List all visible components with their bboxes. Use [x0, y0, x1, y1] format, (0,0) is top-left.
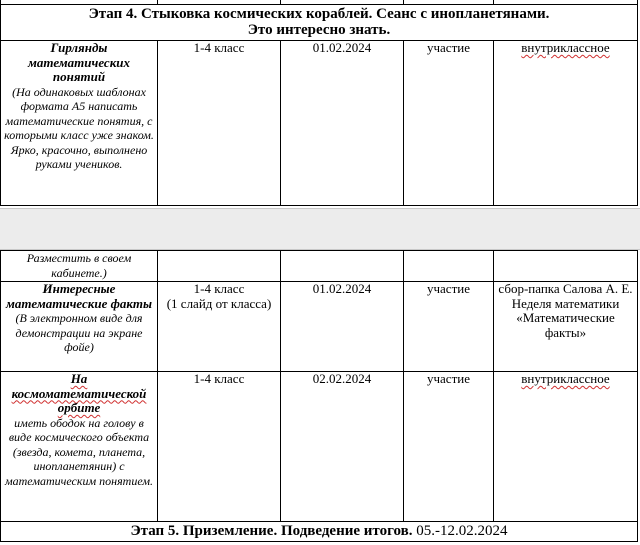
event-cell — [1, 251, 158, 282]
grade-cell — [158, 282, 281, 372]
event-cell — [1, 41, 158, 206]
grade-text: 1-4 класс — [193, 281, 245, 296]
table-row-continued — [1, 251, 638, 282]
table-row — [1, 282, 638, 372]
page-fragment-top — [0, 0, 640, 208]
stage-4-subtitle: Это интересно знать. — [247, 22, 391, 38]
event-title: На космоматематической орбите — [11, 371, 147, 415]
form-cell: участие — [404, 41, 494, 206]
stage-5-row — [1, 522, 638, 542]
page-fragment-bottom — [0, 250, 640, 545]
event-cell — [1, 282, 158, 372]
page-break — [0, 208, 640, 250]
event-note: (В электронном виде для демонстрации на экране фойе) — [15, 311, 143, 354]
event-note: (На одинаковых шаблонах формата А5 написать математические понятия, с которыми класс уже знаком. Ярко, красочно, выполнено руками учеников. — [4, 84, 154, 171]
date-cell: 01.02.2024 — [281, 41, 404, 206]
stage-5-title: Этап 5. Приземление. Подведение итогов. — [130, 523, 413, 539]
stage-4-title: Этап 4. Стыковка космических кораблей. Сеанс с инопланетянами. — [88, 6, 550, 22]
result-cell — [494, 372, 638, 522]
result-cell — [494, 41, 638, 206]
date-cell: 02.02.2024 — [281, 372, 404, 522]
form-cell: участие — [404, 282, 494, 372]
date-cell: 01.02.2024 — [281, 282, 404, 372]
event-note: иметь ободок на голову в виде космического объекта (звезда, комета, планета, инопланетянин) с математическим понятием. — [4, 415, 154, 488]
grade-extra: (1 слайд от класса) — [166, 295, 272, 311]
stage-5-dates: 05.-12.02.2024 — [416, 523, 508, 539]
result-text: внутриклассное — [521, 371, 610, 386]
table-row — [1, 372, 638, 522]
table-row — [1, 41, 638, 206]
events-table-top — [0, 0, 638, 206]
events-table-bottom — [0, 250, 638, 542]
event-cell — [1, 372, 158, 522]
grade-cell: 1-4 класс — [158, 41, 281, 206]
result-text: внутриклассное — [521, 40, 610, 55]
form-cell: участие — [404, 372, 494, 522]
event-title: Интересные математические факты — [6, 281, 152, 311]
event-note-continued: Разместить в своем кабинете.) — [26, 251, 132, 280]
event-title: Гирлянды математических понятий — [27, 40, 131, 84]
stage-4-header-row — [1, 5, 638, 41]
grade-cell: 1-4 класс — [158, 372, 281, 522]
result-cell: сбор-папка Салова А. Е. Неделя математики «Математические факты» — [494, 282, 638, 372]
